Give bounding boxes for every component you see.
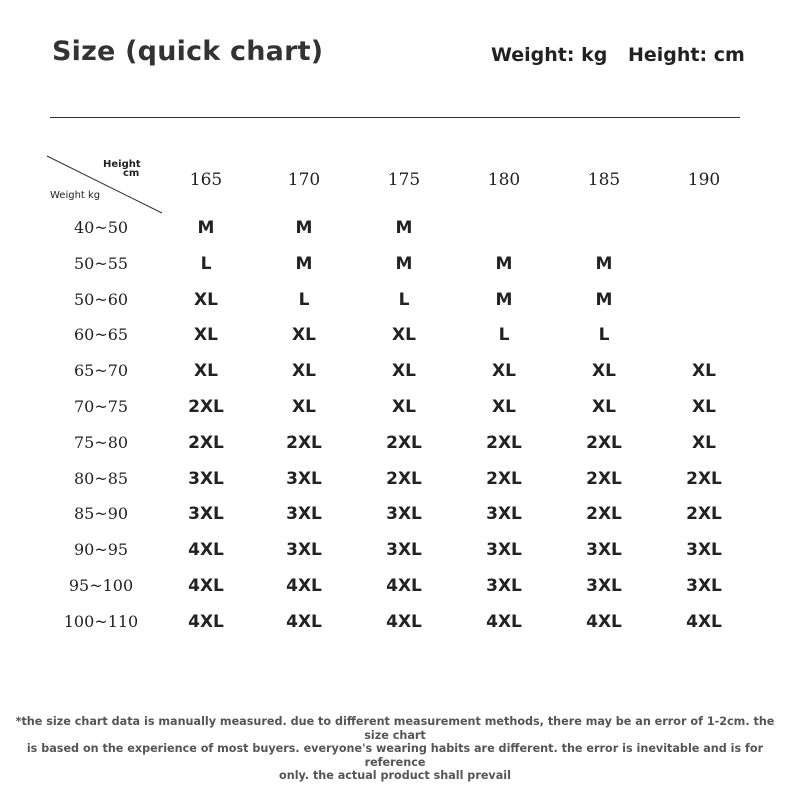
weight-range-label: 60~65 — [73, 325, 129, 345]
corner-height-label: Height cm — [103, 159, 141, 179]
height-header-2: 175 — [387, 170, 421, 190]
size-cell: 4XL — [586, 611, 622, 632]
page-title: Size (quick chart) — [52, 36, 324, 67]
size-cell: 2XL — [586, 504, 622, 525]
weight-range-label: 80~85 — [73, 468, 129, 488]
size-cell: M — [495, 253, 513, 274]
size-cell: XL — [492, 361, 516, 382]
table-row — [0, 433, 790, 463]
table-row — [0, 469, 790, 499]
size-cell: 3XL — [286, 540, 322, 561]
size-cell: 3XL — [188, 504, 224, 525]
size-cell: XL — [392, 397, 416, 417]
size-cell: 2XL — [486, 432, 522, 453]
size-cell: M — [395, 218, 413, 238]
size-cell: 3XL — [386, 504, 422, 525]
size-cell: 3XL — [686, 576, 722, 596]
size-cell: M — [197, 218, 215, 238]
size-cell: M — [295, 253, 313, 274]
footnote-line: *the size chart data is manually measured. due to different measurement methods, there may be an error of 1-2cm. the size chart — [15, 715, 775, 742]
size-cell: 2XL — [486, 468, 522, 489]
table-row — [0, 612, 790, 642]
size-cell: XL — [492, 397, 516, 417]
corner-weight-label: Weight kg — [50, 190, 101, 201]
size-cell: 3XL — [286, 468, 322, 489]
weight-range-label: 95~100 — [68, 576, 134, 595]
size-cell: 4XL — [686, 611, 722, 632]
size-cell: 3XL — [586, 576, 622, 596]
table-row — [0, 504, 790, 534]
size-cell: 2XL — [686, 468, 722, 489]
size-cell: 2XL — [586, 432, 622, 453]
size-cell: 4XL — [188, 611, 224, 632]
table-row — [0, 218, 790, 248]
table-row — [0, 361, 790, 391]
footnote — [15, 715, 775, 783]
height-header-0: 165 — [189, 170, 223, 190]
size-cell: XL — [692, 432, 716, 453]
height-header-1: 170 — [287, 170, 321, 190]
weight-range-label: 50~55 — [73, 253, 129, 273]
size-cell: XL — [592, 361, 616, 382]
size-cell: 4XL — [286, 611, 322, 632]
table-row — [0, 576, 790, 606]
weight-range-label: 70~75 — [73, 397, 129, 416]
weight-range-label: 100~110 — [63, 611, 139, 631]
size-cell: XL — [194, 325, 218, 346]
size-cell: L — [598, 325, 610, 346]
size-cell: 4XL — [188, 576, 224, 596]
weight-unit-label: Weight: kg — [491, 44, 608, 66]
size-cell: L — [200, 253, 212, 274]
size-cell: XL — [292, 325, 316, 346]
size-cell: XL — [392, 361, 416, 382]
size-cell: 3XL — [386, 540, 422, 561]
weight-range-label: 90~95 — [73, 540, 129, 560]
table-row — [0, 397, 790, 427]
table-row — [0, 540, 790, 570]
size-cell: 3XL — [486, 504, 522, 525]
weight-range-label: 50~60 — [73, 289, 129, 309]
height-header-5: 190 — [687, 170, 721, 190]
table-row — [0, 325, 790, 355]
height-header-3: 180 — [487, 170, 521, 190]
size-cell: 2XL — [386, 468, 422, 489]
size-cell: M — [495, 289, 513, 310]
weight-range-label: 75~80 — [73, 432, 129, 452]
size-cell: 2XL — [286, 432, 322, 453]
size-cell: M — [595, 289, 613, 310]
size-cell: XL — [392, 325, 416, 346]
size-cell: 2XL — [386, 432, 422, 453]
size-cell: 3XL — [486, 540, 522, 561]
header-divider — [50, 117, 740, 118]
size-cell: 2XL — [686, 504, 722, 525]
size-cell: 4XL — [286, 576, 322, 596]
height-header-row — [0, 170, 790, 194]
size-cell: L — [398, 289, 410, 310]
size-cell: 2XL — [188, 432, 224, 453]
table-row — [0, 254, 790, 284]
height-unit-label: Height: cm — [628, 44, 745, 66]
table-row — [0, 290, 790, 320]
size-cell: L — [498, 325, 510, 346]
size-cell: 3XL — [188, 468, 224, 489]
size-cell: 4XL — [386, 576, 422, 596]
size-cell: XL — [692, 361, 716, 382]
footnote-line: is based on the experience of most buyers. everyone's wearing habits are different. the error is inevitable and is for reference — [26, 742, 764, 769]
size-cell: M — [295, 218, 313, 238]
corner-height-unit: cm — [123, 168, 140, 179]
footnote-line: only. the actual product shall prevail — [279, 769, 511, 782]
size-cell: XL — [292, 361, 316, 382]
height-header-4: 185 — [587, 170, 621, 190]
size-cell: M — [395, 253, 413, 274]
size-cell: 4XL — [188, 540, 224, 561]
size-cell: 3XL — [486, 576, 522, 596]
size-cell: XL — [592, 397, 616, 417]
size-cell: 2XL — [188, 397, 224, 417]
weight-range-label: 40~50 — [73, 218, 129, 237]
size-cell: 2XL — [586, 468, 622, 489]
size-cell: L — [298, 289, 310, 310]
size-cell: XL — [194, 289, 218, 310]
size-cell: 3XL — [286, 504, 322, 525]
size-cell: XL — [692, 397, 716, 417]
size-cell: XL — [292, 397, 316, 417]
size-cell: 4XL — [386, 611, 422, 632]
size-cell: XL — [194, 361, 218, 382]
weight-range-label: 85~90 — [73, 504, 129, 524]
size-cell: 3XL — [686, 540, 722, 561]
size-cell: M — [595, 253, 613, 274]
size-cell: 4XL — [486, 611, 522, 632]
weight-range-label: 65~70 — [73, 361, 129, 381]
size-cell: 3XL — [586, 540, 622, 561]
